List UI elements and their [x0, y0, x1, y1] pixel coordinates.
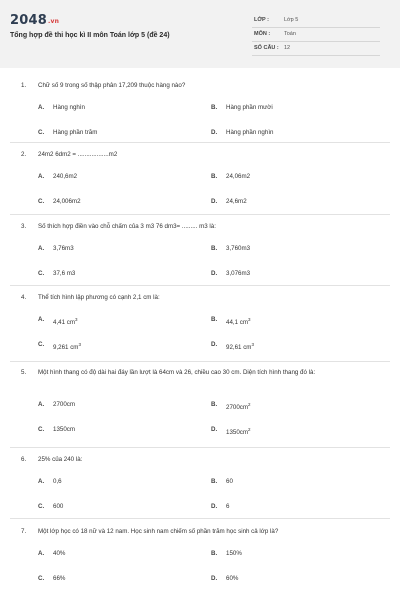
option-letter: C.	[38, 129, 45, 136]
option-letter: D.	[211, 503, 218, 510]
option-letter: D.	[211, 198, 218, 205]
option-letter: B.	[211, 550, 218, 557]
option-value: 24,006m2	[53, 198, 81, 205]
option-text	[53, 315, 78, 327]
option-letter: C.	[38, 575, 45, 582]
option-letter: C.	[38, 341, 45, 348]
option-text	[226, 502, 229, 511]
question-text: Chữ số 9 trong số thập phân 17,209 thuộc hàng nào?	[38, 82, 186, 89]
option-text	[226, 477, 233, 486]
option-superscript: 2	[248, 402, 251, 407]
question-number: 3.	[21, 223, 27, 230]
option-value: 4,41 cm	[53, 319, 76, 326]
question-divider	[10, 361, 390, 362]
question-number: 4.	[21, 294, 27, 301]
option-letter: B.	[211, 173, 218, 180]
meta-key: MÔN :	[254, 31, 271, 37]
meta-value: 12	[284, 45, 291, 51]
option-superscript: 3	[248, 317, 251, 322]
option-letter: A.	[38, 550, 45, 557]
option-text	[226, 425, 251, 437]
option-value: 44,1 cm	[226, 319, 249, 326]
option-value: 66%	[53, 575, 66, 582]
option-text	[226, 103, 273, 112]
option-text	[53, 269, 75, 278]
option-letter: A.	[38, 401, 45, 408]
option-superscript: 3	[78, 342, 81, 347]
question-number: 6.	[21, 456, 27, 463]
option-value: 40%	[53, 550, 66, 557]
option-text	[53, 128, 97, 137]
logo-suffix: .vn	[47, 18, 60, 25]
option-letter: C.	[38, 198, 45, 205]
option-value: Hàng nghìn	[53, 104, 85, 111]
option-text	[226, 128, 273, 137]
question-text: Một hình thang có độ dài hai đáy lần lượt là 64cm và 26, chiều cao 30 cm. Diện tích hình thang đó là:	[38, 369, 316, 376]
option-letter: B.	[211, 478, 218, 485]
option-letter: D.	[211, 341, 218, 348]
option-letter: B.	[211, 316, 218, 323]
meta-key: SỐ CÂU :	[254, 45, 279, 51]
option-value: 3,076m3	[226, 270, 251, 277]
option-text	[53, 425, 75, 434]
option-value: 92,61 cm	[226, 344, 252, 351]
option-superscript: 2	[248, 427, 251, 432]
question-number: 1.	[21, 82, 27, 89]
option-letter: A.	[38, 245, 45, 252]
option-text	[226, 269, 250, 278]
option-value: 60%	[226, 575, 239, 582]
option-value: 3,76m3	[53, 245, 74, 252]
option-letter: B.	[211, 401, 218, 408]
option-value: 150%	[226, 550, 242, 557]
question-text: 25% của 240 là:	[38, 456, 83, 463]
option-text	[53, 502, 63, 511]
option-value: 37,6 m3	[53, 270, 76, 277]
option-value: Hàng phần nghìn	[226, 129, 274, 136]
option-letter: B.	[211, 245, 218, 252]
option-text	[226, 197, 247, 206]
question-divider	[10, 447, 390, 448]
option-value: 9,261 cm	[53, 344, 79, 351]
option-text	[226, 315, 251, 327]
question-number: 2.	[21, 151, 27, 158]
meta-row-subject	[252, 28, 380, 42]
question-text: Số thích hợp điền vào chỗ chấm của 3 m3 76 dm3= ......... m3 là:	[38, 223, 216, 230]
option-letter: A.	[38, 104, 45, 111]
option-letter: C.	[38, 503, 45, 510]
option-value: 24,6m2	[226, 198, 247, 205]
option-text	[53, 103, 85, 112]
meta-value: Toán	[284, 31, 296, 37]
question-divider	[10, 285, 390, 286]
logo-text: 2048	[10, 13, 47, 28]
meta-value: Lớp 5	[284, 17, 299, 23]
option-value: 2700cm	[53, 401, 76, 408]
question-number: 5.	[21, 369, 27, 376]
question-text: Một lớp học có 18 nữ và 12 nam. Học sinh nam chiếm số phần trăm học sinh cả lớp là?	[38, 528, 279, 535]
option-letter: A.	[38, 478, 45, 485]
meta-key: LỚP :	[254, 17, 269, 23]
option-letter: A.	[38, 173, 45, 180]
page-title: Tổng hợp đề thi học kì II môn Toán lớp 5 (đề 24)	[10, 32, 170, 39]
option-text	[226, 172, 250, 181]
option-text	[226, 244, 250, 253]
option-text	[53, 574, 65, 583]
site-logo[interactable]	[10, 13, 59, 28]
option-value: 0,6	[53, 478, 62, 485]
option-letter: D.	[211, 575, 218, 582]
option-value: 1350cm	[226, 429, 249, 436]
option-value: 6	[226, 503, 230, 510]
option-value: 600	[53, 503, 64, 510]
option-letter: D.	[211, 129, 218, 136]
option-superscript: 3	[75, 317, 78, 322]
option-text	[53, 400, 75, 409]
option-text	[226, 340, 254, 352]
option-text	[226, 400, 251, 412]
question-text: Thể tích hình lập phương có cạnh 2,1 cm là:	[38, 294, 160, 301]
option-letter: C.	[38, 270, 45, 277]
meta-row-class	[252, 14, 380, 28]
option-superscript: 3	[251, 342, 254, 347]
option-text	[53, 340, 81, 352]
option-text	[53, 244, 74, 253]
option-value: 60	[226, 478, 233, 485]
question-divider	[10, 214, 390, 215]
question-divider	[10, 142, 390, 143]
option-text	[53, 172, 77, 181]
option-text	[53, 477, 62, 486]
option-letter: C.	[38, 426, 45, 433]
option-letter: D.	[211, 426, 218, 433]
meta-row-count	[252, 42, 380, 56]
option-value: Hàng phần trăm	[53, 129, 98, 136]
option-value: 240,6m2	[53, 173, 78, 180]
option-text	[226, 549, 242, 558]
option-letter: B.	[211, 104, 218, 111]
option-letter: A.	[38, 316, 45, 323]
option-value: 2700cm	[226, 404, 249, 411]
question-number: 7.	[21, 528, 27, 535]
page-header	[0, 0, 400, 68]
question-text: 24m2 6dm2 = ..................m2	[38, 151, 118, 158]
option-text	[226, 574, 238, 583]
option-value: Hàng phần mười	[226, 104, 273, 111]
option-value: 24,06m2	[226, 173, 251, 180]
option-text	[53, 549, 65, 558]
question-divider	[10, 518, 390, 519]
option-value: 1350cm	[53, 426, 76, 433]
option-letter: D.	[211, 270, 218, 277]
option-value: 3,760m3	[226, 245, 251, 252]
option-text	[53, 197, 81, 206]
